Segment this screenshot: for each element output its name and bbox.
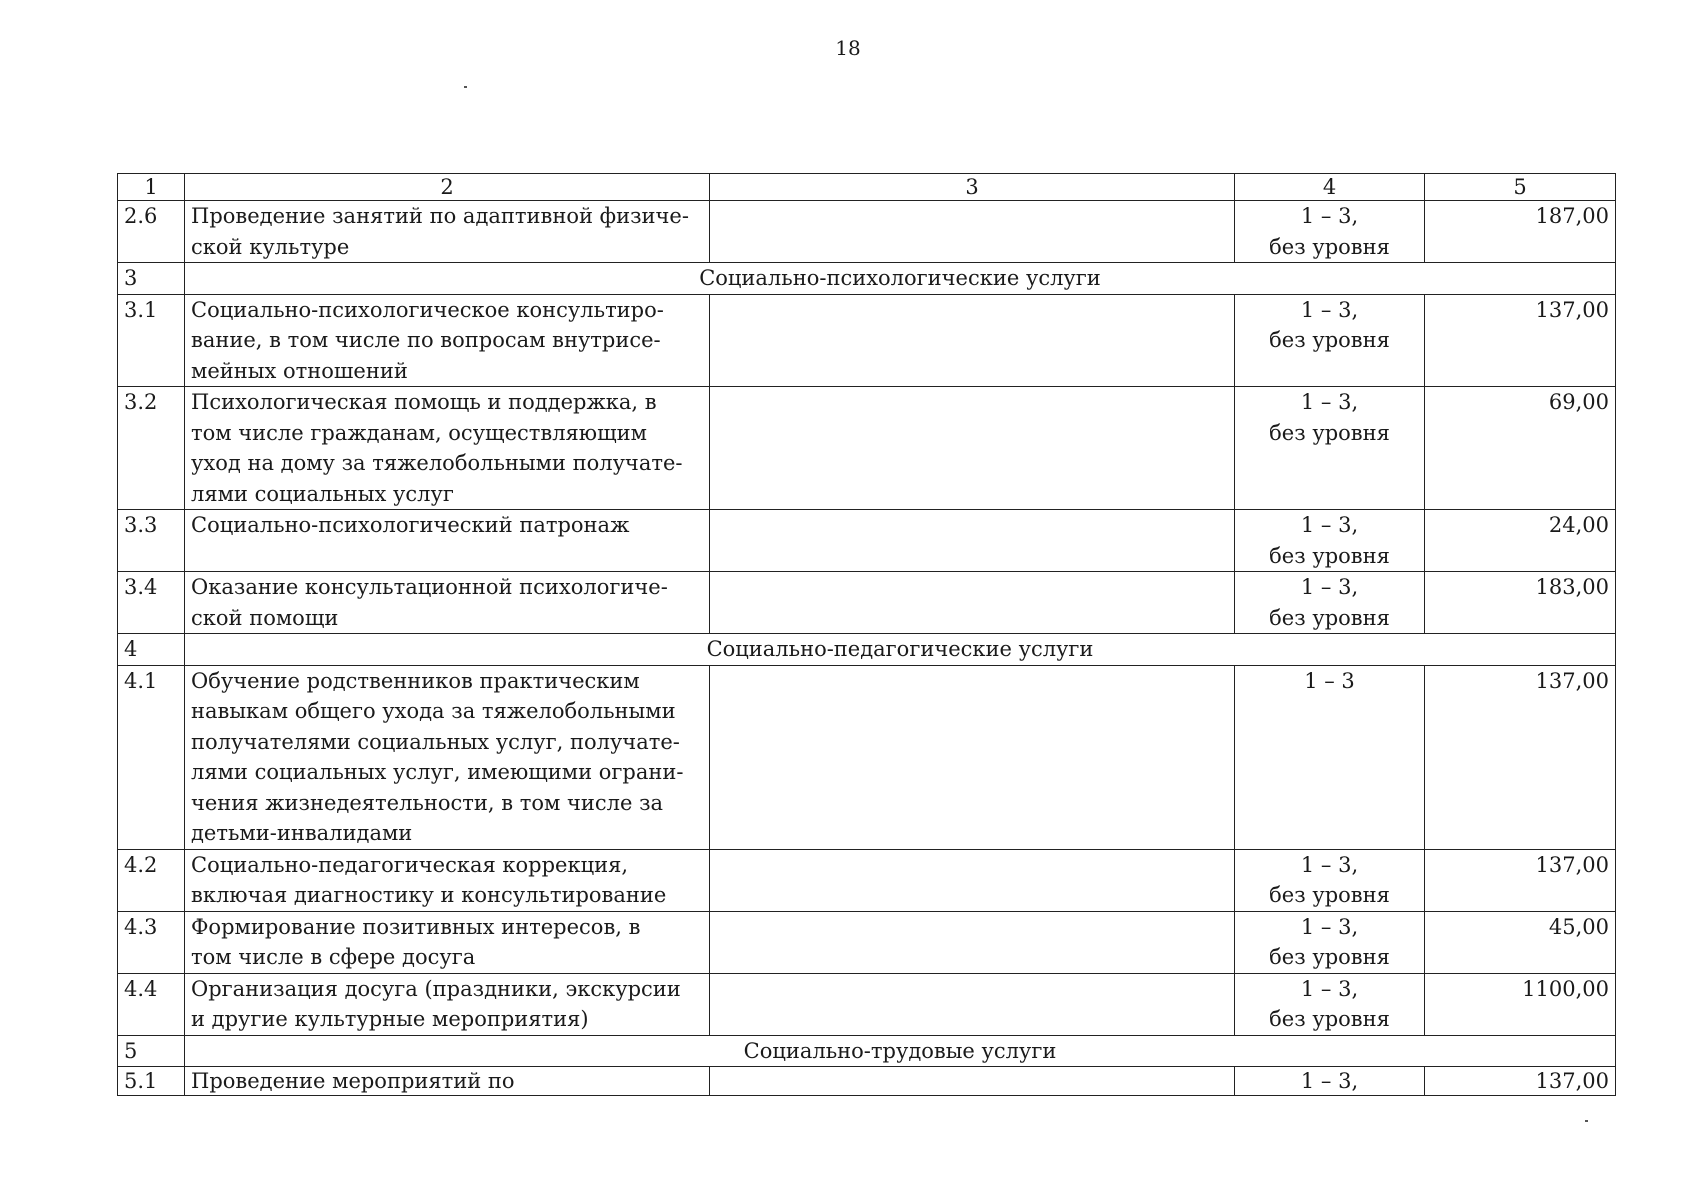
header-col-5: 5 (1425, 174, 1616, 201)
section-number: 5 (118, 1035, 185, 1067)
service-price: 137,00 (1425, 665, 1616, 849)
service-level: 1 – 3, без уровня (1235, 510, 1425, 572)
services-table (117, 173, 1616, 1096)
service-level: 1 – 3, без уровня (1235, 911, 1425, 973)
header-col-3: 3 (710, 174, 1235, 201)
service-name: Психологическая помощь и поддержка, в том числе гражданам, осуществляющим уход на дому за тяжелобольными получате- лями социальных услуг (185, 387, 710, 510)
table-row (118, 849, 1616, 911)
service-name: Социально-психологический патронаж (185, 510, 710, 572)
section-row (118, 1035, 1616, 1067)
service-name: Социально-педагогическая коррекция, включая диагностику и консультирование (185, 849, 710, 911)
service-price: 45,00 (1425, 911, 1616, 973)
service-level: 1 – 3, без уровня (1235, 387, 1425, 510)
service-name: Оказание консультационной психологиче- ской помощи (185, 572, 710, 634)
service-name: Проведение занятий по адаптивной физиче- ской культуре (185, 201, 710, 263)
section-row (118, 634, 1616, 666)
service-level: 1 – 3, без уровня (1235, 849, 1425, 911)
empty-cell (710, 387, 1235, 510)
table-row (118, 510, 1616, 572)
table-row (118, 201, 1616, 263)
empty-cell (710, 1067, 1235, 1096)
service-price: 137,00 (1425, 294, 1616, 387)
service-level: 1 – 3, без уровня (1235, 201, 1425, 263)
empty-cell (710, 201, 1235, 263)
table-row (118, 973, 1616, 1035)
service-price: 69,00 (1425, 387, 1616, 510)
section-title: Социально-педагогические услуги (185, 634, 1616, 666)
service-name: Формирование позитивных интересов, в том числе в сфере досуга (185, 911, 710, 973)
service-level: 1 – 3 (1235, 665, 1425, 849)
row-number: 4.2 (118, 849, 185, 911)
section-row (118, 263, 1616, 295)
empty-cell (710, 911, 1235, 973)
service-price: 1100,00 (1425, 973, 1616, 1035)
table-row (118, 294, 1616, 387)
scan-speck (1585, 1120, 1588, 1122)
service-level: 1 – 3, без уровня (1235, 294, 1425, 387)
row-number: 2.6 (118, 201, 185, 263)
section-title: Социально-психологические услуги (185, 263, 1616, 295)
service-level: 1 – 3, (1235, 1067, 1425, 1096)
service-name: Организация досуга (праздники, экскурсии и другие культурные мероприятия) (185, 973, 710, 1035)
service-name: Социально-психологическое консультиро- вание, в том числе по вопросам внутрисе- мейных отношений (185, 294, 710, 387)
table-row (118, 665, 1616, 849)
section-title: Социально-трудовые услуги (185, 1035, 1616, 1067)
row-number: 4.4 (118, 973, 185, 1035)
table-body (118, 174, 1616, 1096)
empty-cell (710, 294, 1235, 387)
table-row (118, 387, 1616, 510)
service-price: 137,00 (1425, 849, 1616, 911)
row-number: 3.4 (118, 572, 185, 634)
service-level: 1 – 3, без уровня (1235, 973, 1425, 1035)
service-name: Обучение родственников практическим навыкам общего ухода за тяжелобольными получателями социальных услуг, получате- лями социальных услуг, имеющими ограни- чения жизнедеятельности, в том числе за детьми-инвалидами (185, 665, 710, 849)
service-level: 1 – 3, без уровня (1235, 572, 1425, 634)
empty-cell (710, 849, 1235, 911)
header-col-1: 1 (118, 174, 185, 201)
empty-cell (710, 572, 1235, 634)
table-header-row (118, 174, 1616, 201)
table-row (118, 572, 1616, 634)
service-price: 137,00 (1425, 1067, 1616, 1096)
row-number: 3.3 (118, 510, 185, 572)
section-number: 3 (118, 263, 185, 295)
header-col-4: 4 (1235, 174, 1425, 201)
row-number: 5.1 (118, 1067, 185, 1096)
table-row (118, 1067, 1616, 1096)
page-number: 18 (835, 36, 861, 60)
empty-cell (710, 665, 1235, 849)
row-number: 3.2 (118, 387, 185, 510)
service-name: Проведение мероприятий по (185, 1067, 710, 1096)
service-price: 183,00 (1425, 572, 1616, 634)
service-price: 24,00 (1425, 510, 1616, 572)
table-row (118, 911, 1616, 973)
row-number: 4.3 (118, 911, 185, 973)
empty-cell (710, 973, 1235, 1035)
header-col-2: 2 (185, 174, 710, 201)
row-number: 3.1 (118, 294, 185, 387)
service-price: 187,00 (1425, 201, 1616, 263)
empty-cell (710, 510, 1235, 572)
row-number: 4.1 (118, 665, 185, 849)
scan-speck (464, 86, 467, 88)
section-number: 4 (118, 634, 185, 666)
